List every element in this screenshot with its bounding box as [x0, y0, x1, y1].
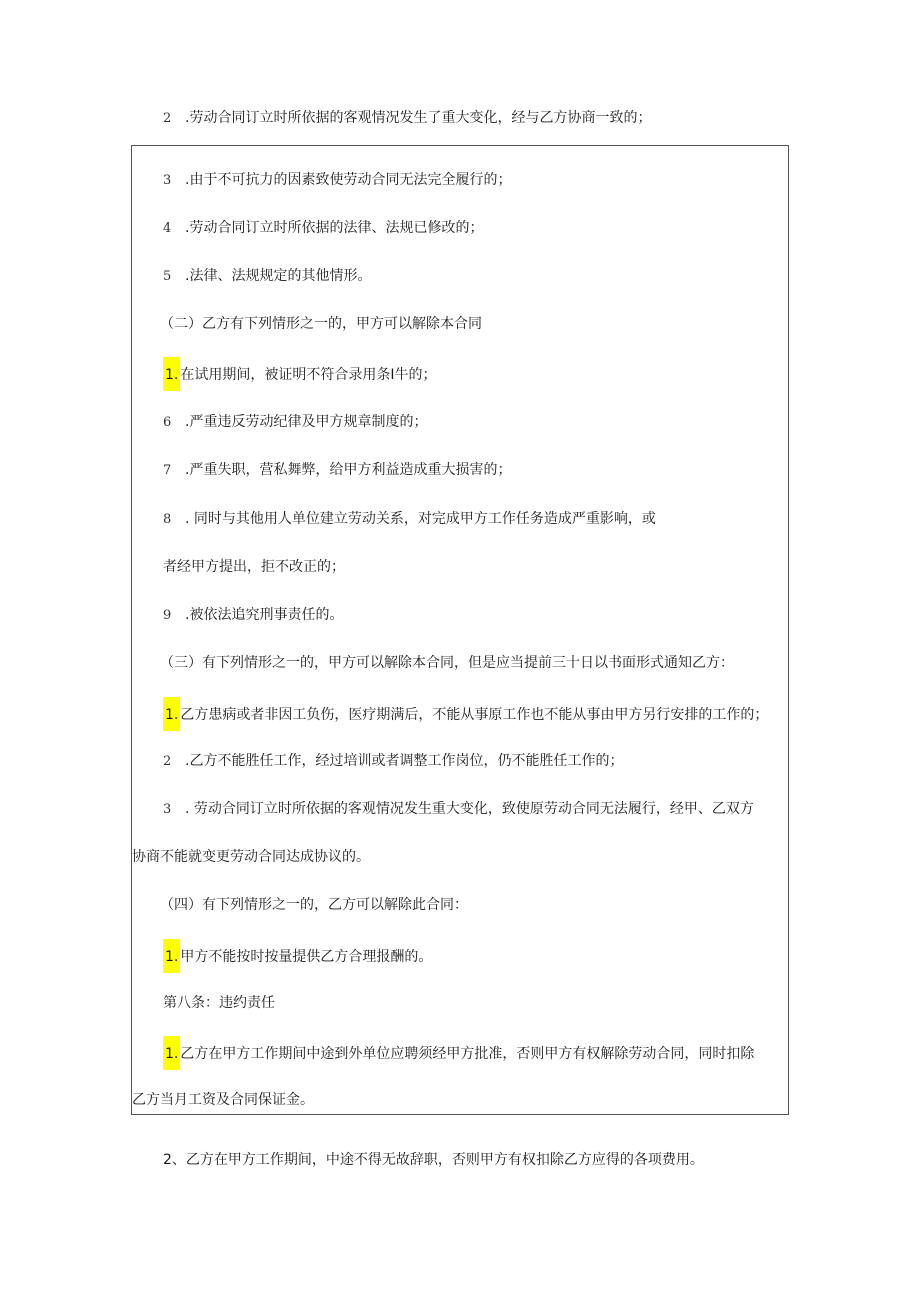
- clause-text: .劳动合同订立时所依据的法律、法规已修改的；: [185, 220, 484, 236]
- clause-line: [163, 1150, 704, 1170]
- item-number: 7: [163, 463, 172, 478]
- clause-line: [163, 1036, 754, 1070]
- clause-text: 者经甲方提出，拒不改正的；: [163, 559, 345, 575]
- item-number: 3: [163, 173, 172, 188]
- clause-text: 第八条：违约责任: [163, 995, 275, 1011]
- clause-line: [163, 412, 427, 433]
- item-number: 2: [163, 111, 172, 126]
- clause-line: [163, 266, 371, 287]
- item-number: 8: [163, 512, 172, 527]
- clause-line: [163, 751, 623, 772]
- clause-text: .严重失职，营私舞弊，给甲方利益造成重大损害的；: [185, 462, 512, 478]
- clause-text: 协商不能就变更劳动合同达成协议的。: [132, 849, 370, 865]
- clause-text: （四）有下列情形之一的，乙方可以解除此合同：: [160, 897, 468, 913]
- clause-text: （二）乙方有下列情形之一的，甲方可以解除本合同: [160, 316, 482, 332]
- clause-text: .乙方不能胜任工作，经过培训或者调整工作岗位，仍不能胜任工作的；: [185, 753, 624, 769]
- clause-text: . 劳动合同订立时所依据的客观情况发生重大变化，致使原劳动合同无法履行，经甲、乙双方: [185, 801, 754, 817]
- clause-line: [163, 799, 754, 820]
- clause-text: .被依法追究刑事责任的。: [185, 607, 344, 623]
- clause-line: [163, 460, 511, 481]
- highlighted-number: 1.: [163, 1036, 180, 1070]
- clause-line: [163, 605, 343, 626]
- item-number: 9: [163, 608, 172, 623]
- clause-continuation: [163, 557, 345, 577]
- clause-text: .劳动合同订立时所依据的客观情况发生了重大变化，经与乙方协商一致的；: [185, 110, 652, 126]
- clause-text: .法律、法规规定的其他情形。: [185, 268, 372, 284]
- highlighted-number: 1.: [163, 357, 180, 391]
- clause-line: [163, 939, 432, 973]
- item-number: 6: [163, 415, 172, 430]
- clause-line: [163, 170, 511, 191]
- clause-text: .严重违反劳动纪律及甲方规章制度的；: [185, 414, 428, 430]
- clause-text: 乙方患病或者非因工负伤，医疗期满后，不能从事原工作也不能从事由甲方另行安排的工作的；: [180, 707, 769, 723]
- clause-text: 乙方当月工资及合同保证金。: [132, 1092, 314, 1108]
- clause-line: [163, 357, 437, 391]
- clause-line: [163, 218, 483, 239]
- section-heading: [160, 653, 734, 673]
- clause-continuation: [132, 1090, 314, 1110]
- clause-text: . 同时与其他用人单位建立劳动关系，对完成甲方工作任务造成严重影响，或: [185, 511, 656, 527]
- clause-line: [163, 108, 651, 129]
- clause-text: 2、乙方在甲方工作期间，中途不得无故辞职，否则甲方有权扣除乙方应得的各项费用。: [163, 1152, 704, 1168]
- section-heading: [160, 314, 482, 334]
- highlighted-number: 1.: [163, 939, 180, 973]
- item-number: 2: [163, 754, 172, 769]
- item-number: 5: [163, 269, 172, 284]
- item-number: 3: [163, 802, 172, 817]
- section-heading: [160, 895, 468, 915]
- article-heading: [163, 993, 275, 1013]
- clause-line: [163, 697, 768, 731]
- clause-text: （三）有下列情形之一的，甲方可以解除本合同，但是应当提前三十日以书面形式通知乙方：: [160, 655, 734, 671]
- clause-text: 在试用期间，被证明不符合录用条I牛的；: [180, 367, 437, 383]
- item-number: 4: [163, 221, 172, 236]
- clause-text: .由于不可抗力的因素致使劳动合同无法完全履行的；: [185, 172, 512, 188]
- highlighted-number: 1.: [163, 697, 180, 731]
- clause-line: [163, 509, 656, 530]
- clause-continuation: [132, 847, 370, 867]
- clause-text: 乙方在甲方工作期间中途到外单位应聘须经甲方批准，否则甲方有权解除劳动合同，同时扣除: [180, 1046, 755, 1062]
- clause-text: 甲方不能按时按量提供乙方合理报酬的。: [180, 949, 433, 965]
